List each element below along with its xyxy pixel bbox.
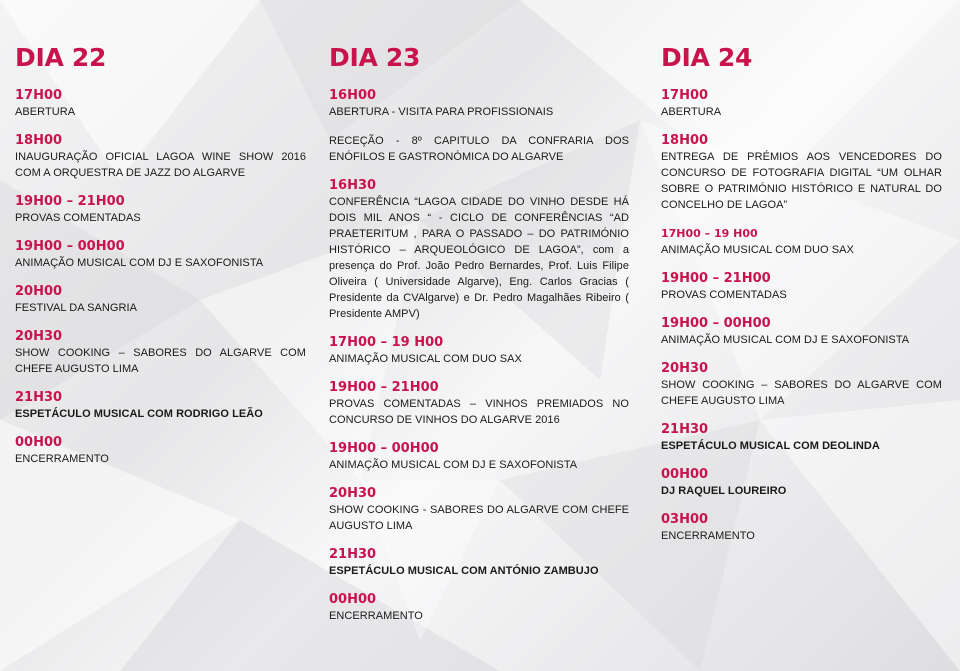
event-item <box>329 486 629 534</box>
event-text-detail: com a presença do Prof. João Pedro Bernardes, Prof. Luis Filipe Oliveira ( Universidade Algarve), Eng. Carlos Gracias ( Presidente da CVAlgarve) e Dr. Pedro Magalhães Ribeiro ( Presidente AMPV) <box>329 244 629 320</box>
day-title: DIA 22 <box>15 43 107 72</box>
event-text: ABERTURA <box>661 106 722 118</box>
event-text: ENTREGA DE PRÉMIOS AOS VENCEDORES DO CONCURSO DE FOTOGRAFIA DIGITAL “UM OLHAR SOBRE O PATRIMÓNIO HISTÓRICO E NATURAL DO CONCELHO DE LAGOA” <box>661 151 942 211</box>
event-text: ANIMAÇÃO MUSICAL COM DUO SAX <box>661 244 854 256</box>
event-item <box>329 441 629 473</box>
event-text: ENCERRAMENTO <box>329 610 423 622</box>
event-item <box>661 512 942 544</box>
event-time: 00H00 <box>661 467 709 482</box>
event-item <box>661 226 942 258</box>
day-23-column <box>329 40 629 637</box>
event-text: ENCERRAMENTO <box>15 453 109 465</box>
event-time: 19H00 – 21H00 <box>15 194 125 209</box>
event-text: ESPETÁCULO MUSICAL COM ANTÓNIO ZAMBUJO <box>329 565 599 577</box>
event-text: ANIMAÇÃO MUSICAL COM DJ E SAXOFONISTA <box>329 459 578 471</box>
event-item <box>329 88 629 120</box>
event-text: SHOW COOKING – SABORES DO ALGARVE COM CHEFE AUGUSTO LIMA <box>661 379 942 407</box>
event-text: ESPETÁCULO MUSICAL COM DEOLINDA <box>661 440 880 452</box>
event-item <box>661 88 942 120</box>
event-text <box>329 194 629 322</box>
event-time: 16H30 <box>329 178 377 193</box>
event-item <box>661 316 942 348</box>
event-time: 18H00 <box>661 133 709 148</box>
event-item <box>661 361 942 409</box>
event-item <box>661 422 942 454</box>
event-time: 19H00 – 00H00 <box>329 441 439 456</box>
event-item <box>15 194 306 226</box>
event-item <box>15 329 306 377</box>
event-text: ANIMAÇÃO MUSICAL COM DJ E SAXOFONISTA <box>15 257 264 269</box>
event-time: 21H30 <box>15 390 63 405</box>
event-item <box>15 284 306 316</box>
event-text: ABERTURA <box>15 106 76 118</box>
event-item <box>329 380 629 428</box>
event-time: 19H00 – 00H00 <box>15 239 125 254</box>
day-title: DIA 24 <box>661 43 753 72</box>
event-text: PROVAS COMENTADAS <box>15 212 141 224</box>
event-text: ABERTURA - VISITA PARA PROFISSIONAIS <box>329 106 554 118</box>
event-item <box>661 271 942 303</box>
event-time: 21H30 <box>661 422 709 437</box>
event-time: 16H00 <box>329 88 377 103</box>
event-item <box>329 547 629 579</box>
event-item <box>15 390 306 422</box>
event-text: PROVAS COMENTADAS – VINHOS PREMIADOS NO CONCURSO DE VINHOS DO ALGARVE 2016 <box>329 398 629 426</box>
event-item <box>329 592 629 624</box>
event-time: 20H00 <box>15 284 63 299</box>
event-time: 19H00 – 00H00 <box>661 316 771 331</box>
day-24-column <box>661 40 942 557</box>
event-text: ANIMAÇÃO MUSICAL COM DUO SAX <box>329 353 522 365</box>
event-time: 20H30 <box>15 329 63 344</box>
event-time: 20H30 <box>661 361 709 376</box>
event-time: 21H30 <box>329 547 377 562</box>
event-item <box>661 133 942 213</box>
event-item <box>15 133 306 181</box>
event-item <box>661 467 942 499</box>
event-time: 17H00 – 19 H00 <box>329 335 444 350</box>
event-text: INAUGURAÇÃO OFICIAL LAGOA WINE SHOW 2016 COM A ORQUESTRA DE JAZZ DO ALGARVE <box>15 151 306 179</box>
event-time: 18H00 <box>15 133 63 148</box>
event-time: 17H00 – 19 H00 <box>661 227 758 240</box>
event-item <box>329 335 629 367</box>
event-text-title: CONFERÊNCIA “LAGOA CIDADE DO VINHO DESDE HÁ DOIS MIL ANOS “ - CICLO DE CONFERÊNCIAS “AD PRAETERITUM , PARA O PASSADO – DO PATRIMÓNIO HISTÓRICO – ARQUEOLÓGICO DE LAGOA”, <box>329 196 629 256</box>
event-time: 17H00 <box>661 88 709 103</box>
event-time: 17H00 <box>15 88 63 103</box>
event-time: 19H00 – 21H00 <box>661 271 771 286</box>
day-title: DIA 23 <box>329 43 421 72</box>
event-item <box>15 88 306 120</box>
event-item <box>329 133 629 165</box>
event-time: 19H00 – 21H00 <box>329 380 439 395</box>
event-text: DJ RAQUEL LOUREIRO <box>661 485 787 497</box>
event-text: ESPETÁCULO MUSICAL COM RODRIGO LEÃO <box>15 408 263 420</box>
event-time: 20H30 <box>329 486 377 501</box>
event-text: SHOW COOKING - SABORES DO ALGARVE COM CHEFE AUGUSTO LIMA <box>329 504 629 532</box>
event-text: SHOW COOKING – SABORES DO ALGARVE COM CHEFE AUGUSTO LIMA <box>15 347 306 375</box>
event-text: PROVAS COMENTADAS <box>661 289 787 301</box>
event-item <box>15 239 306 271</box>
event-text: ANIMAÇÃO MUSICAL COM DJ E SAXOFONISTA <box>661 334 910 346</box>
event-time: 00H00 <box>329 592 377 607</box>
event-text: ENCERRAMENTO <box>661 530 755 542</box>
event-item <box>329 178 629 322</box>
event-time: 03H00 <box>661 512 709 527</box>
event-time: 00H00 <box>15 435 63 450</box>
event-text: RECEÇÃO - 8º CAPITULO DA CONFRARIA DOS ENÓFILOS E GASTRONÓMICA DO ALGARVE <box>329 135 629 163</box>
event-text: FESTIVAL DA SANGRIA <box>15 302 137 314</box>
event-item <box>15 435 306 467</box>
day-22-column <box>15 40 306 480</box>
